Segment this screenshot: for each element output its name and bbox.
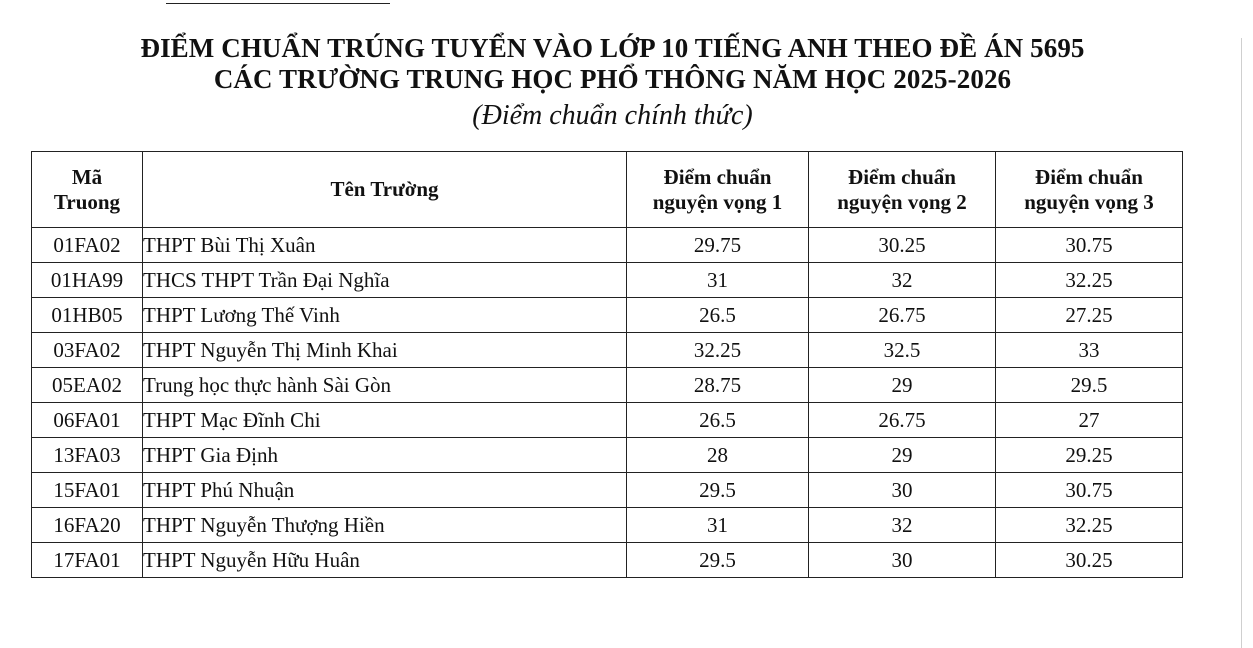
score-choice-1-cell: 29.5 (627, 543, 809, 578)
table-row (32, 228, 1183, 263)
school-code-cell: 15FA01 (32, 473, 143, 508)
score-choice-2-cell: 30 (809, 473, 996, 508)
school-code-cell: 01HA99 (32, 263, 143, 298)
document-title-line-1: ĐIỂM CHUẨN TRÚNG TUYỂN VÀO LỚP 10 TIẾNG ANH THEO ĐỀ ÁN 5695 (140, 33, 1085, 63)
score-choice-3-cell: 30.25 (996, 543, 1183, 578)
table-row (32, 333, 1183, 368)
table-row (32, 298, 1183, 333)
header-score-2-line-2: nguyện vọng 2 (837, 189, 967, 214)
school-name-cell: THPT Nguyễn Thị Minh Khai (143, 333, 627, 368)
score-choice-2-cell: 29 (809, 438, 996, 473)
school-name-cell: THPT Phú Nhuận (143, 473, 627, 508)
header-school-code-line-1: Mã (71, 164, 103, 189)
score-choice-3-cell: 32.25 (996, 263, 1183, 298)
page-edge-line (1241, 38, 1242, 648)
school-name-cell: Trung học thực hành Sài Gòn (143, 368, 627, 403)
score-choice-3-cell: 30.75 (996, 473, 1183, 508)
school-name-cell: THPT Lương Thế Vinh (143, 298, 627, 333)
score-choice-3-cell: 29.25 (996, 438, 1183, 473)
cutoff-score-table (31, 151, 1183, 578)
table-row (32, 368, 1183, 403)
school-name-cell: THPT Nguyễn Hữu Huân (143, 543, 627, 578)
score-choice-2-cell: 30.25 (809, 228, 996, 263)
document-title-line-2: CÁC TRƯỜNG TRUNG HỌC PHỔ THÔNG NĂM HỌC 2025-2026 (213, 64, 1012, 94)
table-header-row (32, 152, 1183, 228)
table-row (32, 403, 1183, 438)
score-choice-2-cell: 26.75 (809, 298, 996, 333)
header-score-3-line-1: Điểm chuẩn (1035, 164, 1143, 189)
score-choice-1-cell: 31 (627, 263, 809, 298)
score-choice-1-cell: 31 (627, 508, 809, 543)
school-name-cell: THPT Nguyễn Thượng Hiền (143, 508, 627, 543)
header-score-3-line-2: nguyện vọng 3 (1024, 189, 1154, 214)
score-choice-2-cell: 30 (809, 543, 996, 578)
school-code-cell: 13FA03 (32, 438, 143, 473)
score-choice-2-cell: 26.75 (809, 403, 996, 438)
score-choice-3-cell: 29.5 (996, 368, 1183, 403)
header-score-1-line-2: nguyện vọng 1 (652, 189, 783, 214)
score-choice-2-cell: 29 (809, 368, 996, 403)
school-name-cell: THCS THPT Trần Đại Nghĩa (143, 263, 627, 298)
score-choice-1-cell: 32.25 (627, 333, 809, 368)
score-choice-2-cell: 32.5 (809, 333, 996, 368)
header-score-choice-3 (996, 152, 1183, 228)
score-choice-2-cell: 32 (809, 263, 996, 298)
school-code-cell: 01FA02 (32, 228, 143, 263)
table-row (32, 438, 1183, 473)
school-name-cell: THPT Bùi Thị Xuân (143, 228, 627, 263)
table-row (32, 263, 1183, 298)
score-choice-1-cell: 29.5 (627, 473, 809, 508)
score-choice-1-cell: 26.5 (627, 298, 809, 333)
document-subtitle: (Điểm chuẩn chính thức) (472, 100, 753, 131)
header-score-1-line-1: Điểm chuẩn (663, 164, 772, 189)
score-choice-1-cell: 28 (627, 438, 809, 473)
top-divider-line (166, 3, 390, 4)
header-school-name (143, 152, 627, 228)
header-score-choice-1 (627, 152, 809, 228)
school-name-cell: THPT Gia Định (143, 438, 627, 473)
header-school-code (32, 152, 143, 228)
score-choice-1-cell: 29.75 (627, 228, 809, 263)
school-code-cell: 06FA01 (32, 403, 143, 438)
score-choice-3-cell: 27 (996, 403, 1183, 438)
table-row (32, 473, 1183, 508)
school-code-cell: 05EA02 (32, 368, 143, 403)
score-choice-3-cell: 30.75 (996, 228, 1183, 263)
header-score-choice-2 (809, 152, 996, 228)
school-code-cell: 03FA02 (32, 333, 143, 368)
table-row (32, 543, 1183, 578)
score-choice-2-cell: 32 (809, 508, 996, 543)
score-choice-1-cell: 26.5 (627, 403, 809, 438)
score-choice-3-cell: 27.25 (996, 298, 1183, 333)
school-code-cell: 16FA20 (32, 508, 143, 543)
header-score-2-line-1: Điểm chuẩn (848, 164, 956, 189)
table-row (32, 508, 1183, 543)
score-choice-3-cell: 32.25 (996, 508, 1183, 543)
header-school-name-text: Tên Trường (330, 177, 439, 201)
school-code-cell: 17FA01 (32, 543, 143, 578)
header-school-code-line-2: Truong (53, 189, 121, 214)
school-name-cell: THPT Mạc Đĩnh Chi (143, 403, 627, 438)
score-choice-3-cell: 33 (996, 333, 1183, 368)
school-code-cell: 01HB05 (32, 298, 143, 333)
score-choice-1-cell: 28.75 (627, 368, 809, 403)
